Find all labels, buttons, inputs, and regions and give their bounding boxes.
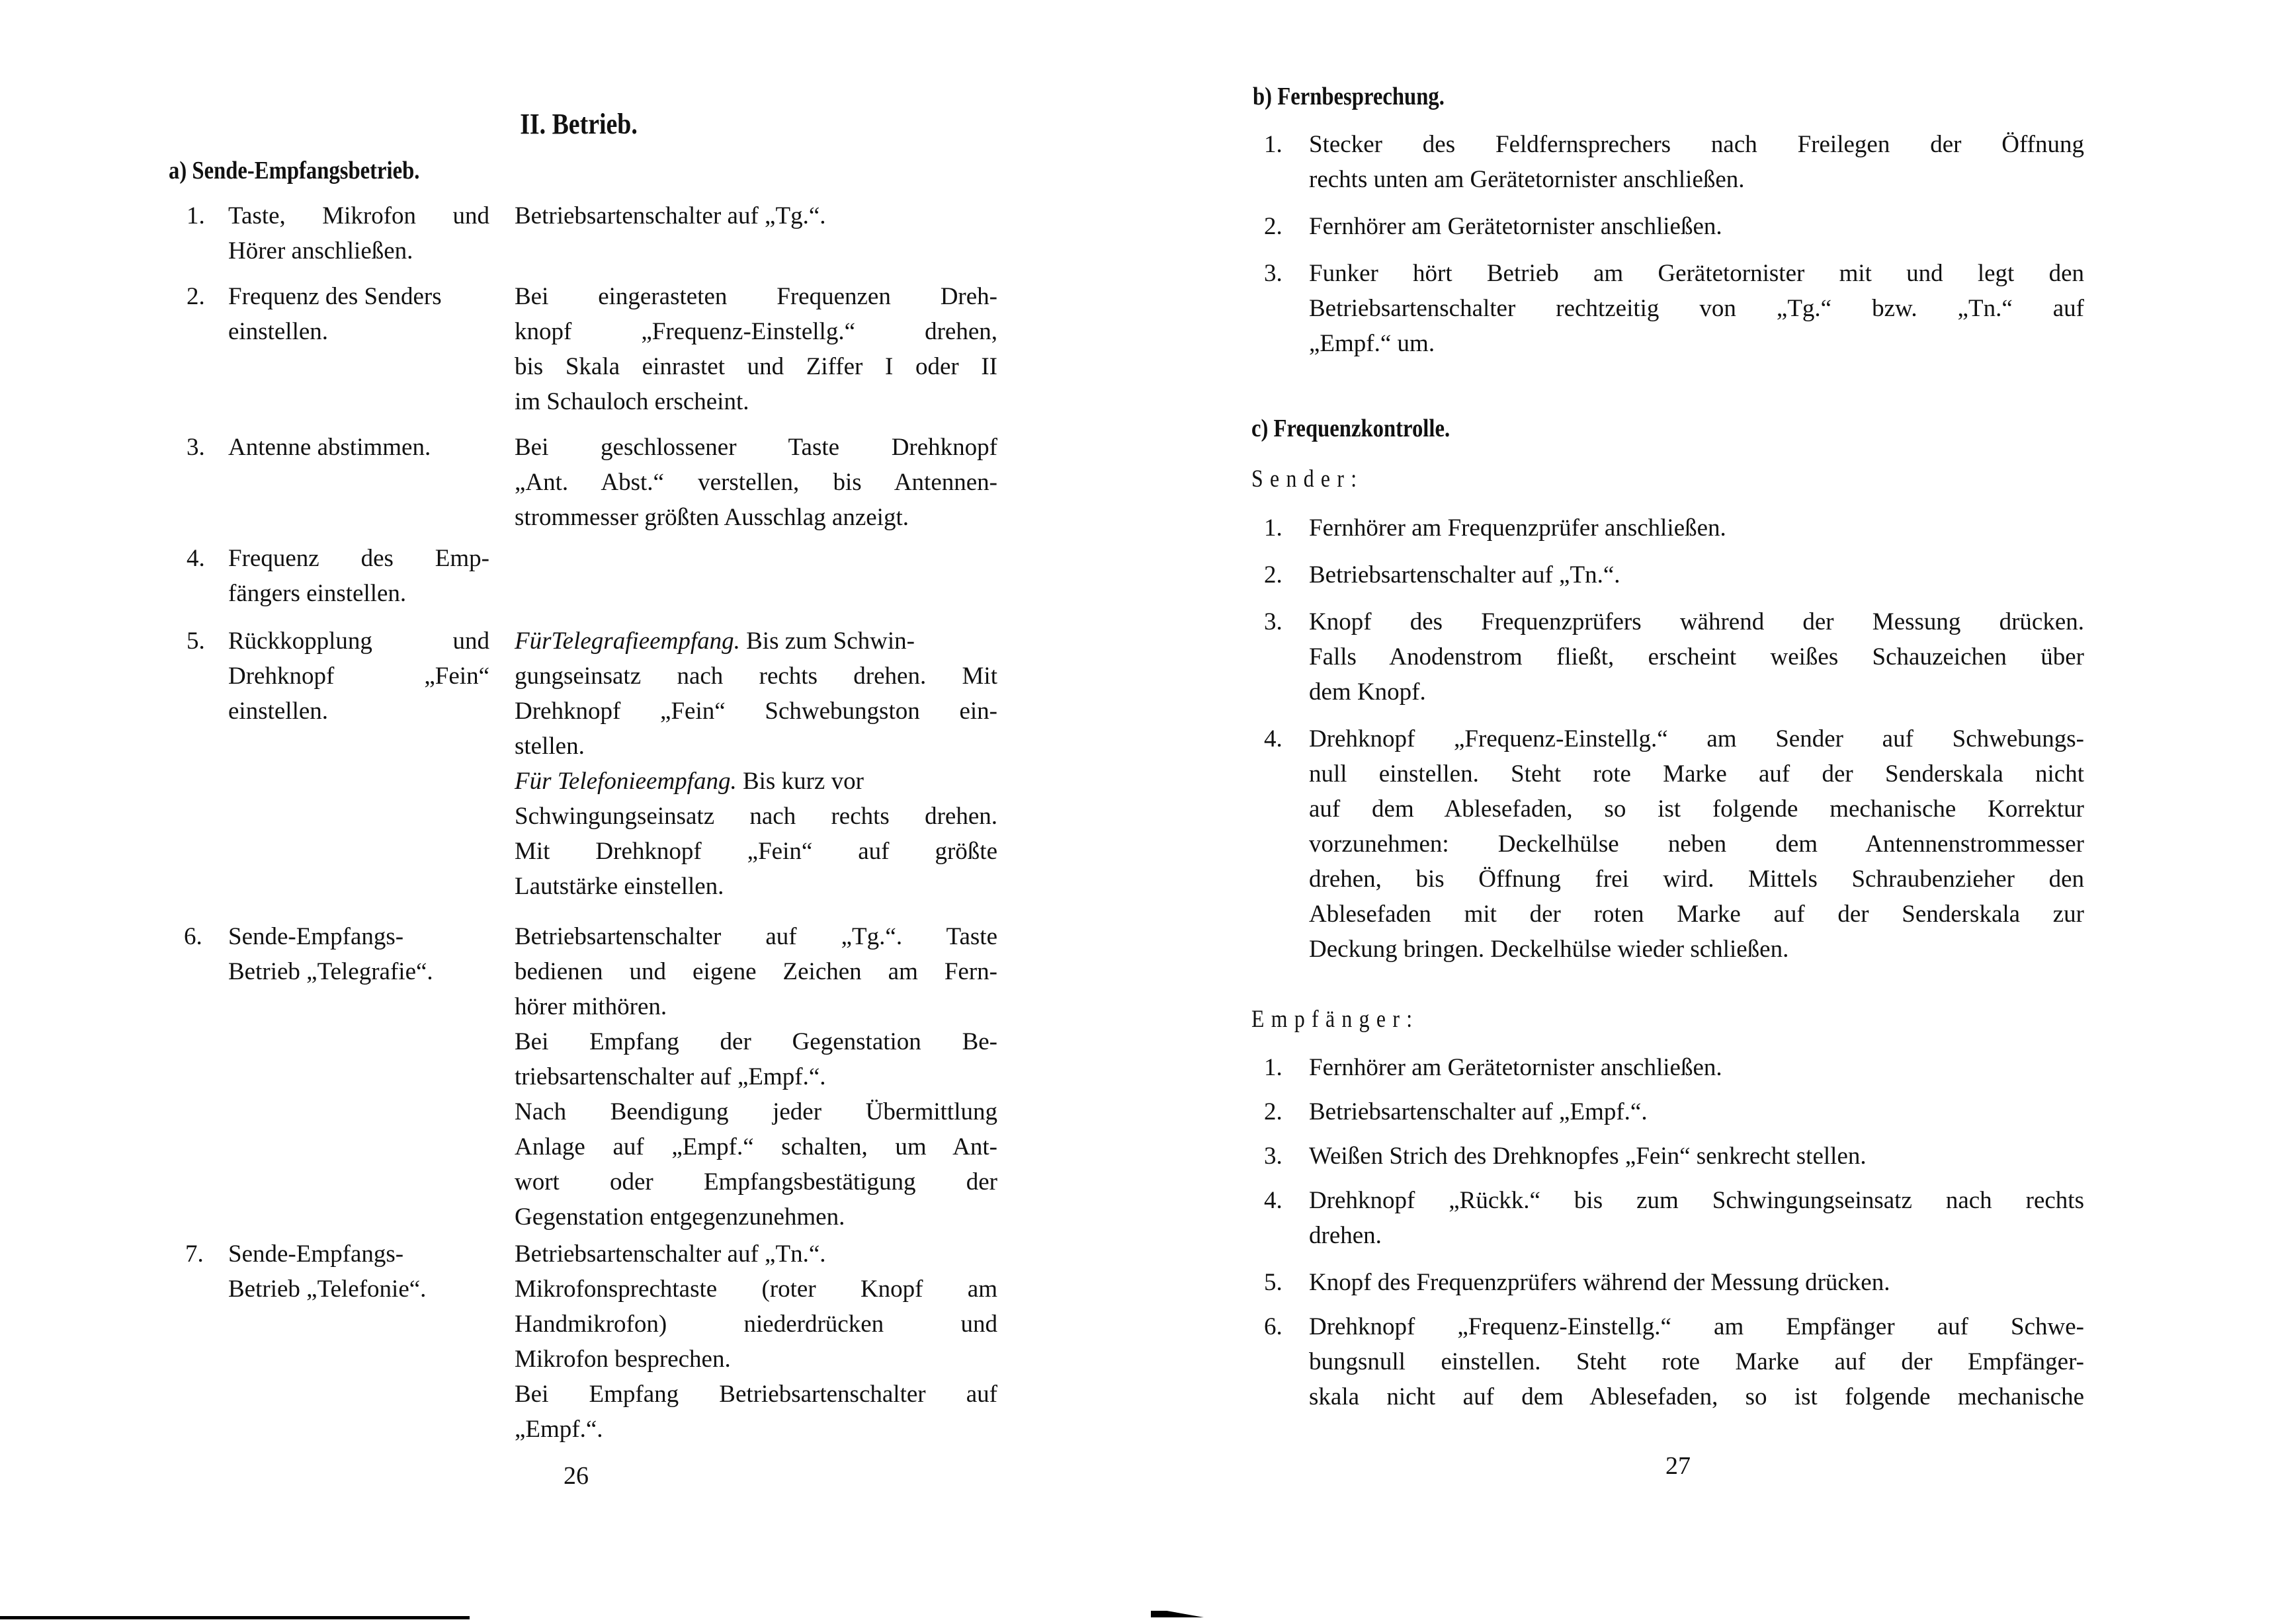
list-item [1264, 721, 2084, 967]
label-line: Antenne abstimmen. [228, 434, 431, 461]
chapter-title: II. Betrieb. [520, 108, 638, 140]
list-item [1264, 510, 2084, 546]
list-item [1264, 1050, 2084, 1085]
list-item [1264, 1265, 2084, 1300]
desc-line: Handmikrofon) niederdrücken und [515, 1311, 997, 1338]
label-line: einstellen. [228, 318, 329, 345]
item-line: Weißen Strich des Drehknopfes „Fein“ senkrecht stellen. [1309, 1143, 1867, 1170]
scan-edge-mark [1151, 1611, 1204, 1617]
label-line: Frequenz des Senders [228, 283, 442, 310]
item-line: Betriebsartenschalter rechtzeitig von „Tg.“ bzw. „Tn.“ auf [1309, 295, 2084, 322]
desc-line: bis Skala einrastet und Ziffer I oder II [515, 353, 997, 380]
item-line: Drehknopf „Frequenz-Einstellg.“ am Empfänger auf Schwe- [1309, 1313, 2084, 1340]
item-number: 5. [1264, 1269, 1282, 1296]
label-line: Betrieb „Telegrafie“. [228, 958, 433, 985]
desc-line: Bei Empfang Betriebsartenschalter auf [515, 1381, 997, 1408]
item-line: auf dem Ablesefaden, so ist folgende mechanische Korrektur [1309, 795, 2084, 823]
item-number: 3. [1264, 1143, 1282, 1170]
item-line: Funker hört Betrieb am Gerätetornister mit und legt den [1309, 260, 2084, 287]
item-number: 1. [1264, 131, 1282, 158]
desc-line: Bei eingerasteten Frequenzen Dreh- [515, 283, 997, 310]
item-label [228, 919, 489, 989]
item-number: 4. [1264, 725, 1282, 752]
label-line: Frequenz des Emp- [228, 545, 489, 572]
item-line: dem Knopf. [1309, 678, 1426, 706]
label-line: Sende-Empfangs- [228, 923, 404, 950]
item-line: „Empf.“ um. [1309, 330, 1435, 357]
item-number: 4. [187, 545, 205, 572]
desc-line: Betriebsartenschalter auf „Tg.“. [515, 202, 826, 229]
item-number: 4. [1264, 1187, 1282, 1214]
item-number: 3. [187, 434, 205, 461]
item-line: rechts unten am Gerätetornister anschließen. [1309, 166, 1745, 193]
item-number: 2. [1264, 213, 1282, 240]
item-line: Ablesefaden mit der roten Marke auf der Senderskala zur [1309, 901, 2084, 928]
desc-line [515, 764, 997, 799]
item-desc [515, 279, 997, 419]
desc-line: Drehknopf „Fein“ Schwebungston ein- [515, 698, 997, 725]
item-line: Drehknopf „Frequenz-Einstellg.“ am Sender auf Schwebungs- [1309, 725, 2084, 752]
item-line: Knopf des Frequenzprüfers während der Messung drücken. [1309, 608, 2084, 635]
desc-line: Nach Beendigung jeder Übermittlung [515, 1098, 997, 1125]
desc-line: Mikrofonsprechtaste (roter Knopf am [515, 1276, 997, 1303]
item-desc [515, 624, 997, 904]
desc-line: hörer mithören. [515, 993, 667, 1020]
list-item [1264, 557, 2084, 592]
list-item [1264, 1309, 2084, 1414]
item-number: 3. [1264, 608, 1282, 635]
item-desc [515, 1237, 997, 1447]
list-item [1264, 1183, 2084, 1253]
desc-line: Gegenstation entgegenzunehmen. [515, 1203, 845, 1231]
desc-line: gungseinsatz nach rechts drehen. Mit [515, 663, 997, 690]
item-number: 1. [1264, 1054, 1282, 1081]
item-number: 3. [1264, 260, 1282, 287]
item-label [228, 279, 489, 349]
item-desc [515, 198, 997, 233]
item-label [228, 430, 489, 465]
item-line: skala nicht auf dem Ablesefaden, so ist folgende mechanische [1309, 1383, 2084, 1410]
item-number: 6. [184, 923, 202, 950]
item-line: Betriebsartenschalter auf „Empf.“. [1309, 1098, 1648, 1125]
desc-line: strommesser größten Ausschlag anzeigt. [515, 504, 909, 531]
item-number: 7. [185, 1240, 204, 1268]
desc-line: Mikrofon besprechen. [515, 1346, 731, 1373]
item-number: 2. [1264, 561, 1282, 589]
desc-text: Bis kurz vor [736, 768, 864, 795]
item-line: drehen, bis Öffnung frei wird. Mittels Schraubenzieher den [1309, 866, 2084, 893]
desc-line: Anlage auf „Empf.“ schalten, um Ant- [515, 1133, 997, 1160]
label-line: Drehknopf „Fein“ [228, 663, 489, 690]
item-line: Deckung bringen. Deckelhülse wieder schließen. [1309, 936, 1789, 963]
item-number: 2. [187, 283, 205, 310]
list-item [1264, 127, 2084, 197]
item-line: Knopf des Frequenzprüfers während der Messung drücken. [1309, 1269, 1890, 1296]
item-label [228, 1237, 489, 1307]
label-line: Sende-Empfangs- [228, 1240, 404, 1268]
scan-edge-mark [0, 1616, 470, 1619]
label-line: fängers einstellen. [228, 580, 407, 607]
section-a-heading: a) Sende-Empfangsbetrieb. [169, 157, 420, 184]
desc-line: Schwingungseinsatz nach rechts drehen. [515, 803, 997, 830]
desc-line: wort oder Empfangsbestätigung der [515, 1168, 997, 1196]
desc-line: Betriebsartenschalter auf „Tn.“. [515, 1240, 826, 1268]
item-line: Drehknopf „Rückk.“ bis zum Schwingungseinsatz nach rechts [1309, 1187, 2084, 1214]
desc-text: Bis zum Schwin- [739, 628, 915, 655]
desc-line: im Schauloch erscheint. [515, 388, 749, 415]
item-line: vorzunehmen: Deckelhülse neben dem Antennenstrommesser [1309, 831, 2084, 858]
desc-line: knopf „Frequenz-Einstellg.“ drehen, [515, 318, 997, 345]
desc-line: Mit Drehknopf „Fein“ auf größte [515, 838, 997, 865]
sender-subheading: Sender: [1251, 466, 1364, 493]
section-c-heading: c) Frequenzkontrolle. [1251, 415, 1450, 442]
desc-line: bedienen und eigene Zeichen am Fern- [515, 958, 997, 985]
italic-term: FürTelegrafieempfang. [515, 628, 740, 655]
item-line: Falls Anodenstrom fließt, erscheint weißes Schauzeichen über [1309, 643, 2084, 670]
desc-line: „Empf.“. [515, 1416, 603, 1443]
desc-line: Bei geschlossener Taste Drehknopf [515, 434, 997, 461]
item-number: 2. [1264, 1098, 1282, 1125]
page-number: 27 [1665, 1452, 1691, 1480]
label-line: Rückkopplung und [228, 628, 489, 655]
sender-list [1264, 510, 2084, 967]
label-line: Taste, Mikrofon und [228, 202, 489, 229]
desc-line: triebsartenschalter auf „Empf.“. [515, 1063, 826, 1090]
label-line: Hörer anschließen. [228, 237, 413, 264]
italic-term: Für Telefonieempfang. [515, 768, 737, 795]
item-line: drehen. [1309, 1222, 1382, 1249]
desc-line: Bei Empfang der Gegenstation Be- [515, 1028, 997, 1055]
item-label [228, 624, 489, 729]
list-item [1264, 1139, 2084, 1174]
item-label [228, 541, 489, 611]
item-line: Fernhörer am Frequenzprüfer anschließen. [1309, 514, 1726, 542]
section-b-heading: b) Fernbesprechung. [1253, 83, 1445, 110]
right-page [1135, 0, 2270, 1624]
item-line: bungsnull einstellen. Steht rote Marke auf der Empfänger- [1309, 1348, 2084, 1375]
list-item [1264, 256, 2084, 361]
desc-line: Betriebsartenschalter auf „Tg.“. Taste [515, 923, 997, 950]
label-line: Betrieb „Telefonie“. [228, 1276, 427, 1303]
empfaenger-list [1264, 1050, 2084, 1414]
page-number: 26 [564, 1462, 589, 1490]
item-line: Stecker des Feldfernsprechers nach Freilegen der Öffnung [1309, 131, 2084, 158]
section-b-list [1264, 127, 2084, 361]
desc-line: „Ant. Abst.“ verstellen, bis Antennen- [515, 469, 997, 496]
item-line: Fernhörer am Gerätetornister anschließen. [1309, 213, 1722, 240]
item-desc [515, 919, 997, 1235]
item-desc [515, 430, 997, 535]
item-number: 1. [187, 202, 205, 229]
list-item [1264, 1094, 2084, 1129]
item-line: Betriebsartenschalter auf „Tn.“. [1309, 561, 1620, 589]
label-line: einstellen. [228, 698, 329, 725]
item-number: 6. [1264, 1313, 1282, 1340]
item-line: Fernhörer am Gerätetornister anschließen. [1309, 1054, 1722, 1081]
item-number: 5. [187, 628, 205, 655]
empfaenger-subheading: Empfänger: [1251, 1006, 1419, 1033]
desc-line: stellen. [515, 733, 585, 760]
item-line: null einstellen. Steht rote Marke auf der Senderskala nicht [1309, 760, 2084, 788]
desc-line [515, 624, 997, 659]
item-number: 1. [1264, 514, 1282, 542]
list-item [1264, 209, 2084, 244]
item-label [228, 198, 489, 268]
list-item [1264, 604, 2084, 710]
desc-line: Lautstärke einstellen. [515, 873, 724, 900]
